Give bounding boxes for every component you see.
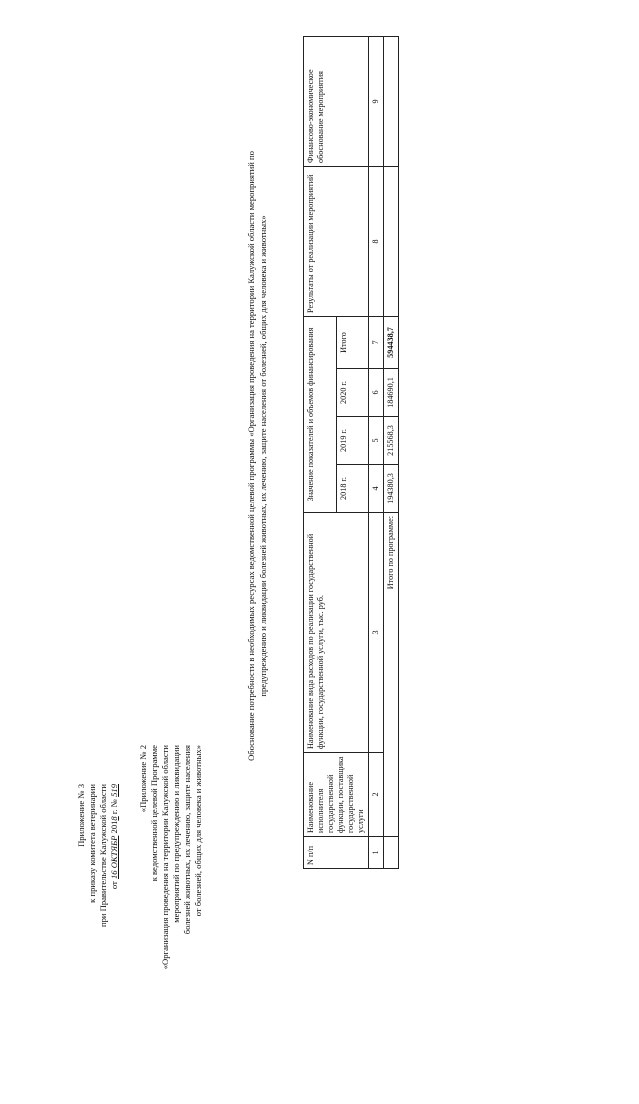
date-prefix: от <box>109 881 119 890</box>
header-num: N п/п <box>304 837 369 869</box>
header-justification: Финансово-экономическое обоснование мероприятия <box>304 37 369 167</box>
total-2018: 194380,3 <box>384 465 399 513</box>
col-num-8: 8 <box>369 167 384 317</box>
header-row-1 <box>304 37 337 869</box>
appendix-line2: к приказу комитета ветеринарии <box>87 784 97 903</box>
date-year-prefix: 201 <box>109 820 119 834</box>
program-appendix <box>138 745 204 1075</box>
header-2018: 2018 г. <box>336 465 369 513</box>
header-executor: Наименование исполнителя государственной функции, поставщика государственной услуги <box>304 753 369 837</box>
col-num-5: 5 <box>369 417 384 465</box>
col-num-9: 9 <box>369 37 384 167</box>
title-line1: Обоснование потребности в необходимых ресурсах ведомственной целевой программы «Организация проведения на территории Калужской области мероприятий по <box>246 151 256 761</box>
program-appendix-line4: мероприятий по предупреждению и ликвидации <box>171 745 181 923</box>
appendix-date-line <box>109 784 120 1104</box>
header-expense: Наименование вида расходов по реализации государственной функции, государственной услуги, тыс. руб. <box>304 513 369 753</box>
order-number: 519 <box>109 784 119 797</box>
total-row-label: Итого по программе: <box>384 513 399 837</box>
program-appendix-line5: болезней животных, их лечению, защите населения <box>182 745 192 935</box>
total-sum: 594438,7 <box>384 317 399 369</box>
col-num-3: 3 <box>369 513 384 753</box>
total-results <box>384 167 399 317</box>
appendix-line3: при Правительстве Калужской области <box>98 784 108 928</box>
date-suffix: г. № <box>109 799 119 815</box>
header-2020: 2020 г. <box>336 369 369 417</box>
resource-table <box>303 36 399 869</box>
column-number-row <box>369 37 384 869</box>
total-2020: 184690,1 <box>384 369 399 417</box>
appendix-header <box>76 784 120 1104</box>
header-2019: 2019 г. <box>336 417 369 465</box>
program-appendix-line3: «Организация проведения на территории Калужской области <box>160 745 170 970</box>
total-row <box>384 37 399 869</box>
date-day-month: 16 ОКТЯБР <box>109 835 119 880</box>
date-year-digit: 8 <box>109 816 119 821</box>
total-justification <box>384 37 399 167</box>
header-total: Итого <box>336 317 369 369</box>
program-appendix-line2: к ведомственной целевой Программе <box>149 745 159 882</box>
title-line2: предупреждению и ликвидации болезней животных, их лечению, защите населения от болезней, общих для человека и животных» <box>257 215 268 697</box>
program-appendix-line1: «Приложение № 2 <box>138 745 148 813</box>
document-title <box>246 71 269 841</box>
header-indicators: Значение показателей и объемов финансирования <box>304 317 337 513</box>
total-2019: 215568,3 <box>384 417 399 465</box>
col-num-7: 7 <box>369 317 384 369</box>
header-results: Результаты от реализации мероприятий <box>304 167 369 317</box>
col-num-1: 1 <box>369 837 384 869</box>
program-appendix-line6: от болезней, общих для человека и животных» <box>193 745 203 917</box>
col-num-6: 6 <box>369 369 384 417</box>
col-num-4: 4 <box>369 465 384 513</box>
col-num-2: 2 <box>369 753 384 837</box>
total-row-num <box>384 837 399 869</box>
appendix-line1: Приложение № 3 <box>76 784 86 847</box>
